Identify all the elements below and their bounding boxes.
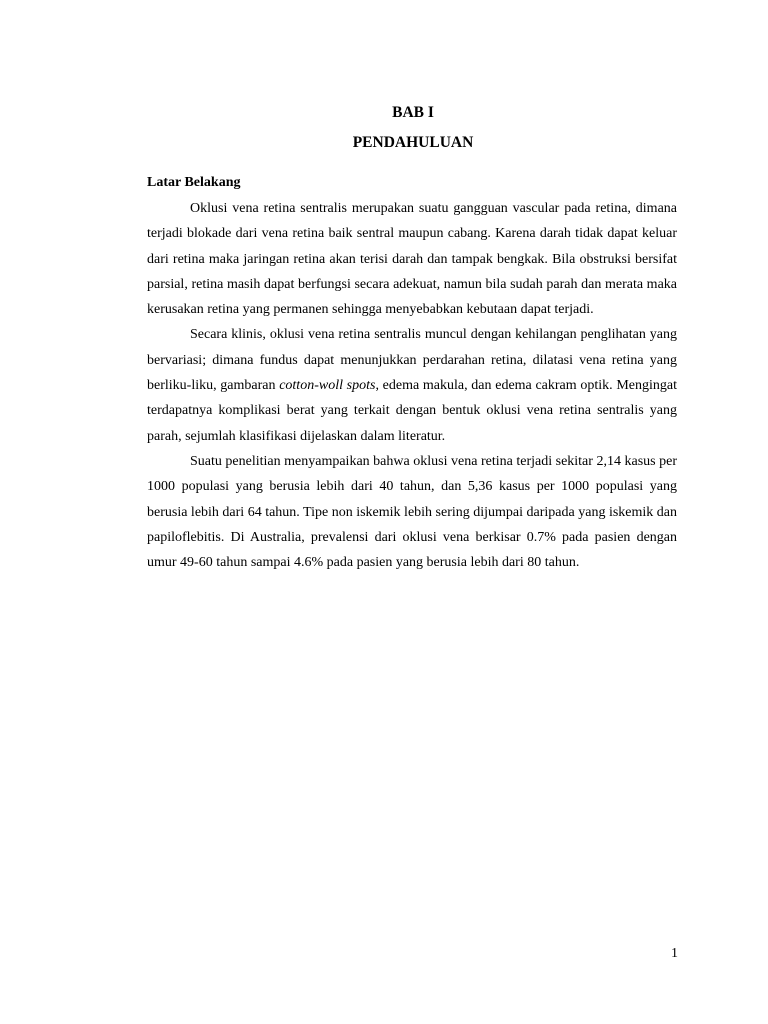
- chapter-title: PENDAHULUAN: [352, 134, 474, 151]
- page-number: 1: [671, 946, 678, 961]
- paragraph-2-italic-term: cotton-woll spots: [279, 378, 376, 394]
- paragraph-2-text-start: Secara klinis, oklusi vena retina sentralis muncul dengan kehilangan penglihatan yang bervariasi; dimana fundus dapat menunjukkan perdarahan retina, dilatasi vena retina yang berliku-liku, gambaran: [147, 327, 677, 394]
- paragraph-3: Suatu penelitian menyampaikan bahwa oklusi vena retina terjadi sekitar 2,14 kasus per 1000 populasi yang berusia lebih dari 40 tahun, dan 5,36 kasus per 1000 populasi yang berusia lebih dari 64 tahun. Tipe non iskemik lebih sering dijumpai daripada yang iskemik dan papiloflebitis. Di Australia, prevalensi dari oklusi vena berkisar 0.7% pada pasien dengan umur 49-60 tahun sampai 4.6% pada pasien yang berusia lebih dari 80 tahun.: [147, 453, 677, 571]
- section-heading: Latar Belakang: [147, 175, 241, 190]
- paragraph-2-text-end: , edema makula, dan edema cakram optik. Mengingat terdapatnya komplikasi berat yang terkait dengan bentuk oklusi vena retina sentralis yang parah, sejumlah klasifikasi dijelaskan dalam literatur.: [147, 378, 677, 444]
- chapter-number: BAB I: [392, 104, 434, 121]
- paragraph-2: [147, 322, 677, 448]
- paragraph-1: Oklusi vena retina sentralis merupakan suatu gangguan vascular pada retina, dimana terjadi blokade dari vena retina baik sentral maupun cabang. Karena darah tidak dapat keluar dari retina maka jaringan retina akan terisi darah dan tampak bengkak. Bila obstruksi bersifat parsial, retina masih dapat berfungsi secara adekuat, namun bila sudah parah dan merata maka kerusakan retina yang permanen sehingga menyebabkan kebutaan dapat terjadi.: [147, 201, 677, 318]
- body-text: [147, 196, 677, 575]
